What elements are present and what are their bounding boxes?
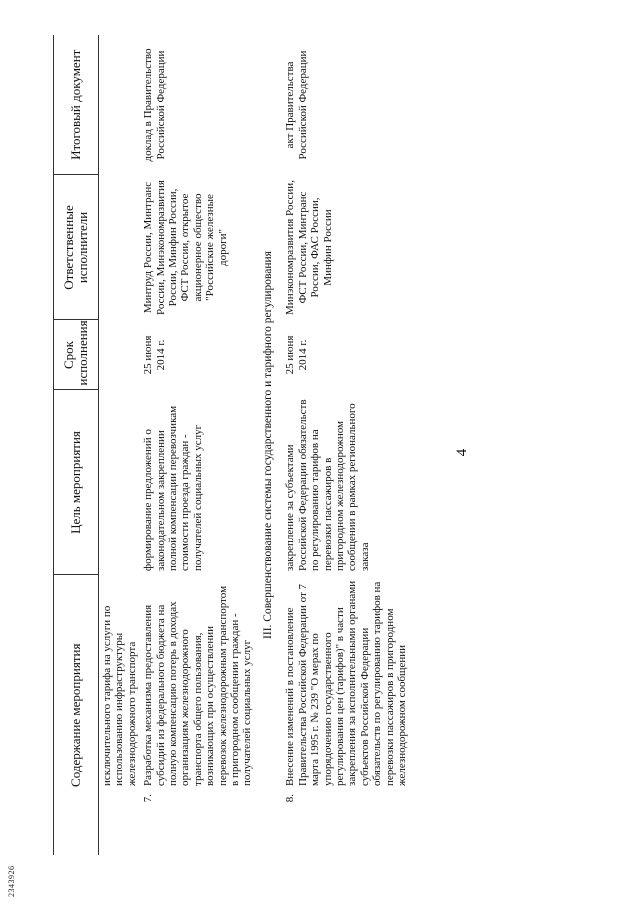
row-number [99, 790, 141, 855]
row-content: Внесение изменений в постановление Правительства Российской Федерации от 7 марта 1995 г. № 239 "О мерах по упорядочению государственного регулирования цен (тарифов)" в части закрепления за исполнительными органами субъектов Российской Федерации обязательств по регулированию тарифов на перевозки пассажиров в пригородном железнодорожном сообщении [284, 580, 408, 786]
table-row [99, 35, 141, 855]
row-executors [99, 175, 141, 320]
row-number: 8. [284, 794, 297, 803]
row-content: исключительного тарифа на услуги по использованию инфраструктуры железнодорожного транспорта [101, 605, 138, 786]
row-result: акт Правительства Российской Федерации [284, 50, 309, 160]
row-goal: формирование предложений о законодательном закреплении полной компенсации перевозчикам стоимости проезда граждан - получателей социальных услуг [142, 405, 204, 571]
table-row [140, 35, 256, 855]
section-heading-row [256, 35, 282, 855]
section-title: III. Совершенствование системы государственного и тарифного регулирования [261, 251, 274, 639]
header-deadline: Срок исполнения [54, 320, 99, 390]
row-executors: Минтруд России, Минтранс России, Минэкономразвития России, Минфин России, ФСТ России, открытое акционерное общество "Российские железные дороги" [142, 180, 229, 315]
row-goal: закрепление за субъектами Российской Федерации обязательств по регулированию тарифов на перевозки пассажиров в пригородном железнодорожном сообщении в рамках регионального заказа [284, 399, 371, 571]
document-id: 2343926 [7, 865, 16, 897]
row-goal [99, 390, 141, 575]
header-executors: Ответственные исполнители [54, 175, 99, 320]
measures-table [53, 35, 410, 855]
row-number: 7. [142, 794, 155, 803]
row-result [99, 35, 141, 175]
header-result: Итоговый документ [54, 35, 99, 175]
header-goal: Цель мероприятия [54, 390, 99, 575]
table-header-row [54, 35, 99, 855]
row-deadline [99, 320, 141, 390]
table-row [282, 35, 410, 855]
row-deadline: 25 июня 2014 г. [142, 335, 167, 375]
page-number: 4 [454, 448, 470, 457]
header-content: Содержание мероприятия [54, 575, 99, 855]
row-executors: Минэкономразвития России, ФСТ России, Минтранс России, ФАС России, Минфин России [284, 180, 334, 315]
row-deadline: 25 июня 2014 г. [284, 335, 309, 375]
row-result: доклад в Правительство Российской Федерации [142, 48, 167, 162]
row-content: Разработка механизма предоставления субсидий из федерального бюджета на полную компенсацию потерь в доходах организациям железнодорожного транспорта общего пользования, возникающих при осуществлении перевозок железнодорожным транспортом в пригородном сообщении граждан - получателей социальных услуг [142, 585, 254, 786]
